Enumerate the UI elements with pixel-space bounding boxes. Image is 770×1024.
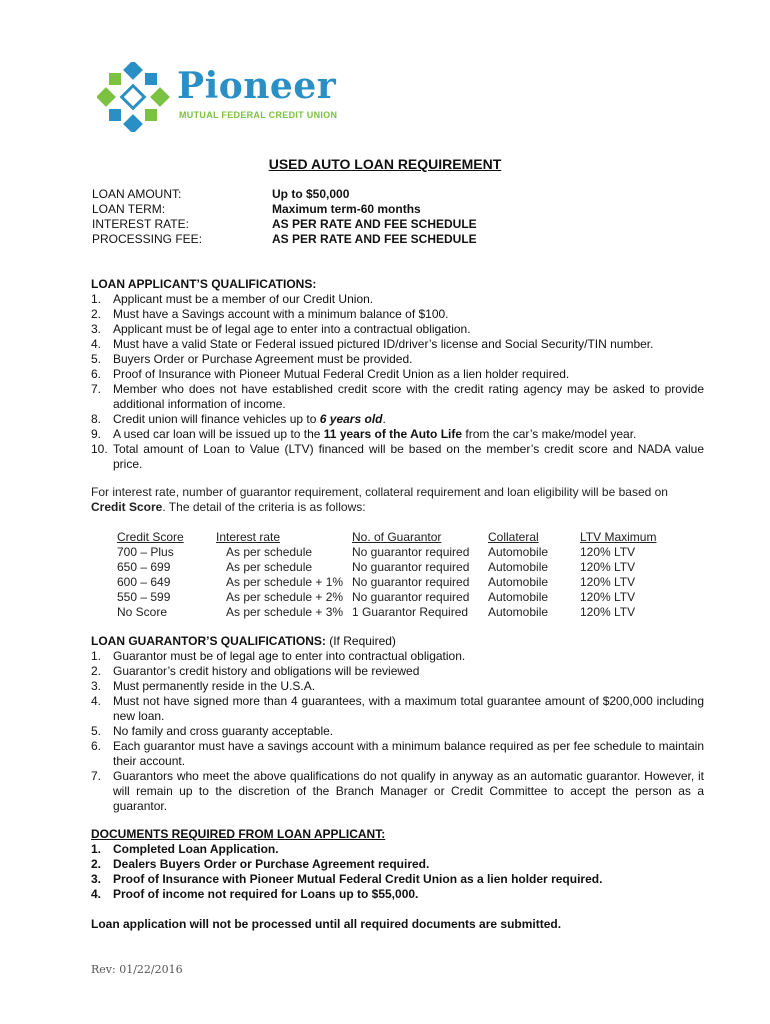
term-row [92, 187, 477, 202]
list-item: 9. A used car loan will be issued up to the 11 years of the Auto Life from the car’s make/model year. [91, 427, 637, 441]
logo-name: Pioneer [177, 65, 337, 107]
list-item: 6. Each guarantor must have a savings account with a minimum balance required as per fee schedule to maintain their account. [91, 739, 704, 768]
list-item: 4. Proof of income not required for Loans up to $55,000. [91, 887, 419, 901]
list-item: 3. Proof of Insurance with Pioneer Mutual Federal Credit Union as a lien holder required. [91, 872, 603, 886]
logo-tagline: MUTUAL FEDERAL CREDIT UNION [179, 110, 338, 120]
list-item: 4. Must not have signed more than 4 guarantees, with a maximum total guarantee amount of $200,000 including new loan. [91, 694, 704, 723]
table-header-row [117, 530, 680, 545]
list-item: 8. Credit union will finance vehicles up to 6 years old. [91, 412, 386, 426]
list-item: 7. Guarantors who meet the above qualifications do not qualify in anyway as an automatic guarantor. However, it will remain up to the discretion of the Branch Manager or Credit Committee to accept the person as a guarantor. [91, 769, 704, 813]
term-value: AS PER RATE AND FEE SCHEDULE [272, 232, 477, 246]
final-note: Loan application will not be processed until all required documents are submitted. [91, 917, 562, 931]
list-item: 6. Proof of Insurance with Pioneer Mutual Federal Credit Union as a lien holder required. [91, 367, 570, 381]
section-heading: LOAN GUARANTOR’S QUALIFICATIONS: (If Required) [91, 634, 396, 648]
table-row: No Score As per schedule + 3% 1 Guarantor Required Automobile 120% LTV [117, 605, 636, 619]
logo [97, 62, 357, 132]
header-guarantor: No. of Guarantor [352, 530, 442, 544]
guarantor-qualifications [91, 634, 704, 814]
list-item: 4. Must have a valid State or Federal issued pictured ID/driver’s license and Social Security/TIN number. [91, 337, 654, 351]
list-item: 1. Completed Loan Application. [91, 842, 279, 856]
guarantor-list [91, 649, 704, 814]
term-label: LOAN TERM: [92, 202, 166, 216]
header-credit-score: Credit Score [117, 530, 184, 544]
list-item: 1. Applicant must be a member of our Credit Union. [91, 292, 374, 306]
term-value: Maximum term-60 months [272, 202, 421, 216]
table-row: 650 – 699 As per schedule No guarantor required Automobile 120% LTV [117, 560, 636, 574]
header-ltv: LTV Maximum [580, 530, 657, 544]
page-title: USED AUTO LOAN REQUIREMENT [268, 156, 502, 172]
table-row: 600 – 649 As per schedule + 1% No guarantor required Automobile 120% LTV [117, 575, 636, 589]
term-label: PROCESSING FEE: [92, 232, 203, 246]
revision-date: Rev: 01/22/2016 [91, 963, 183, 976]
term-label: INTEREST RATE: [92, 217, 189, 231]
documents-list [91, 842, 602, 902]
term-label: LOAN AMOUNT: [92, 187, 182, 201]
list-item: 3. Applicant must be of legal age to enter into a contractual obligation. [91, 322, 471, 336]
loan-terms [92, 187, 477, 247]
section-heading: DOCUMENTS REQUIRED FROM LOAN APPLICANT: [91, 827, 386, 841]
section-heading: LOAN APPLICANT’S QUALIFICATIONS: [91, 277, 317, 291]
applicant-qualifications [91, 277, 704, 472]
term-row [92, 202, 477, 217]
list-item: 3. Must permanently reside in the U.S.A. [91, 679, 316, 693]
list-item: 7. Member who does not have established credit score with the credit rating agency may be asked to provide additional information of income. [91, 382, 704, 411]
table-row: 700 – Plus As per schedule No guarantor required Automobile 120% LTV [117, 545, 636, 559]
criteria-intro: For interest rate, number of guarantor requirement, collateral requirement and loan eligibility will be based on Credit Score. The detail of the criteria is as follows: [91, 485, 668, 514]
logo-mark-icon [97, 62, 177, 132]
term-value: AS PER RATE AND FEE SCHEDULE [272, 217, 477, 231]
term-value: Up to $50,000 [272, 187, 350, 201]
list-item: 2. Must have a Savings account with a minimum balance of $100. [91, 307, 449, 321]
list-item: 2. Guarantor’s credit history and obligations will be reviewed [91, 664, 420, 678]
header-interest-rate: Interest rate [216, 530, 281, 544]
header-collateral: Collateral [488, 530, 539, 544]
list-item: 2. Dealers Buyers Order or Purchase Agreement required. [91, 857, 430, 871]
applicant-list [91, 292, 704, 472]
list-item: 1. Guarantor must be of legal age to enter into contractual obligation. [91, 649, 466, 663]
table-row: 550 – 599 As per schedule + 2% No guarantor required Automobile 120% LTV [117, 590, 636, 604]
criteria-table [117, 530, 680, 620]
list-item: 5. No family and cross guaranty acceptable. [91, 724, 334, 738]
list-item: 10. Total amount of Loan to Value (LTV) financed will be based on the member’s credit score and NADA value price. [91, 442, 704, 471]
documents-required [91, 827, 602, 902]
term-row [92, 217, 477, 232]
term-row [92, 232, 477, 247]
list-item: 5. Buyers Order or Purchase Agreement must be provided. [91, 352, 413, 366]
